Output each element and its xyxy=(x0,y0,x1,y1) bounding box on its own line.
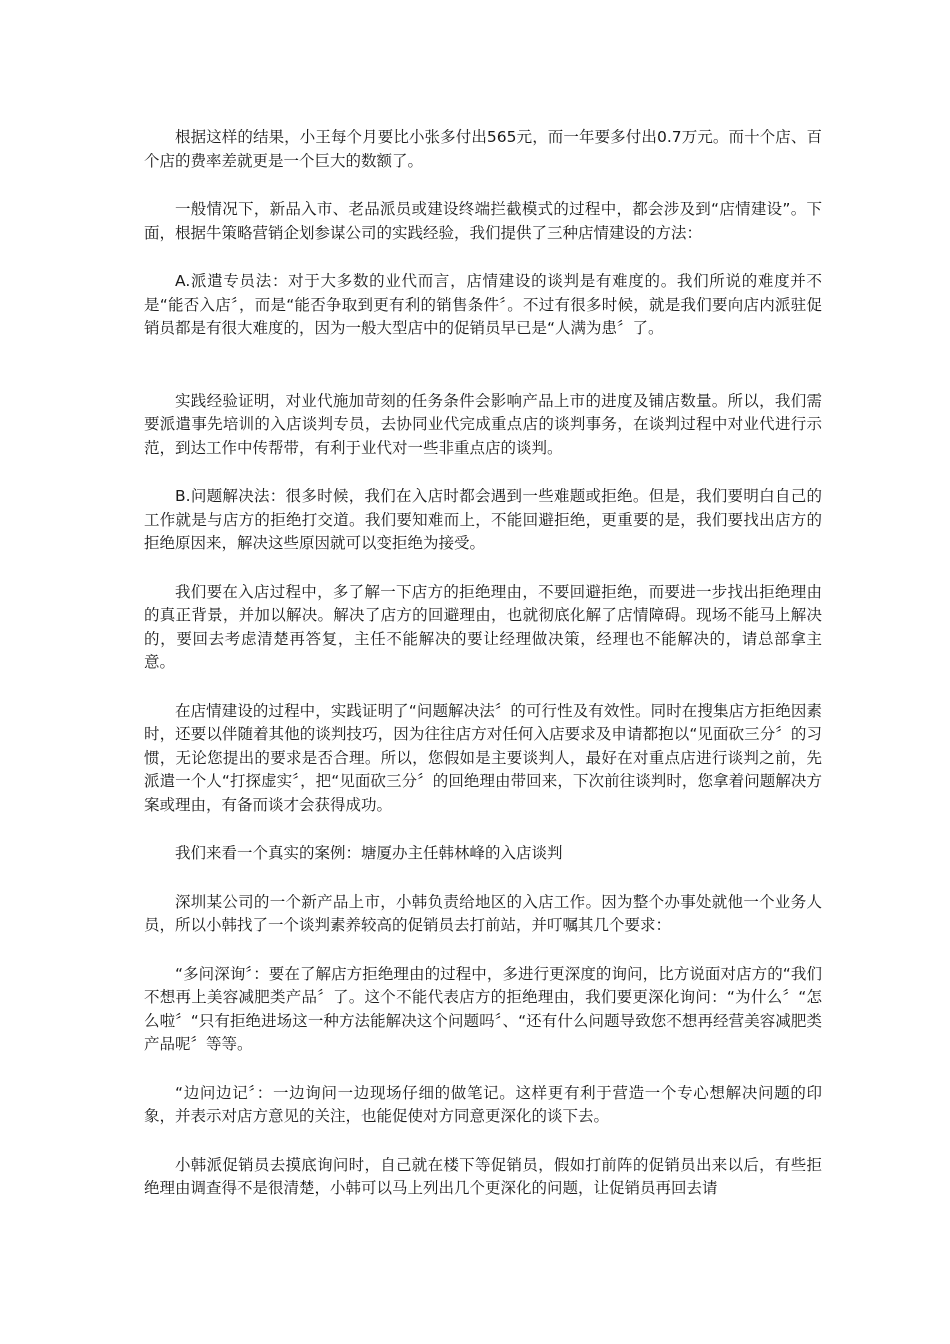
paragraph-practice-evidence: 实践经验证明，对业代施加苛刻的任务条件会影响产品上市的进度及铺店数量。所以，我们需要派遣事先培训的入店谈判专员，去协同业代完成重点店的谈判事务，在谈判过程中对业代进行示范，到达工作中传帮带，有利于业代对一些非重点店的谈判。 xyxy=(144,391,822,457)
document-body xyxy=(144,126,822,1201)
paragraph-cost-result: 根据这样的结果，小王每个月要比小张多付出565元，而一年要多付出0.7万元。而十个店、百个店的费率差就更是一个巨大的数额了。 xyxy=(144,128,822,170)
paragraph-case-title: 我们来看一个真实的案例：塘厦办主任韩林峰的入店谈判 xyxy=(175,844,563,862)
paragraph-case-background: 深圳某公司的一个新产品上市，小韩负责给地区的入店工作。因为整个办事处就他一个业务人员，所以小韩找了一个谈判素养较高的促销员去打前站，并叮嘱其几个要求： xyxy=(144,892,822,934)
paragraph-method-b: B.问题解决法：很多时候，我们在入店时都会遇到一些难题或拒绝。但是，我们要明白自己的工作就是与店方的拒绝打交道。我们要知难而上，不能回避拒绝，更重要的是，我们要找出店方的拒绝原因来，解决这些原因就可以变拒绝为接受。 xyxy=(144,487,822,552)
paragraph-rejection-reasons: 我们要在入店过程中，多了解一下店方的拒绝理由，不要回避拒绝，而要进一步找出拒绝理由的真正背景，并加以解决。解决了店方的回避理由，也就彻底化解了店情障碍。现场不能马上解决的，要回去考虑清楚再答复，主任不能解决的要让经理做决策，经理也不能解决的，请总部拿主意。 xyxy=(144,582,822,671)
paragraph-store-building-intro: 一般情况下，新品入市、老品派员或建设终端拦截模式的过程中，都会涉及到“店情建设”。下面，根据牛策略营销企划参谋公司的实践经验，我们提供了三种店情建设的方法： xyxy=(144,200,822,242)
paragraph-problem-solving-validity: 在店情建设的过程中，实践证明了“问题解决法〞的可行性及有效性。同时在搜集店方拒绝因素时，还要以伴随着其他的谈判技巧，因为往往店方对任何入店要求及申请都抱以“见面砍三分〞的习惯，无论您提出的要求是否合理。所以，您假如是主要谈判人，最好在对重点店进行谈判之前，先派遣一个人“打探虚实〞，把“见面砍三分〞的回绝理由带回来，下次前往谈判时，您拿着问题解决方案或理由，有备而谈才会获得成功。 xyxy=(144,701,822,814)
paragraph-follow-up: 小韩派促销员去摸底询问时，自己就在楼下等促销员，假如打前阵的促销员出来以后，有些拒绝理由调查得不是很清楚，小韩可以马上列出几个更深化的问题，让促销员再回去请 xyxy=(144,1155,822,1197)
paragraph-ask-and-record: “边问边记〞：一边询问一边现场仔细的做笔记。这样更有利于营造一个专心想解决问题的印象，并表示对店方意见的关注，也能促使对方同意更深化的谈下去。 xyxy=(144,1083,822,1125)
paragraph-ask-deeply: “多问深询〞：要在了解店方拒绝理由的过程中，多进行更深度的询问，比方说面对店方的“我们不想再上美容减肥类产品〞了。这个不能代表店方的拒绝理由，我们要更深化询问：“为什么〞“怎么啦〞“只有拒绝进场这一种方法能解决这个问题吗〞、“还有什么问题导致您不想再经营美容减肥类产品呢〞等等。 xyxy=(144,964,822,1053)
paragraph-method-a: A.派遣专员法：对于大多数的业代而言，店情建设的谈判是有难度的。我们所说的难度并不是“能否入店〞，而是“能否争取到更有利的销售条件〞。不过有很多时候，就是我们要向店内派驻促销员都是有很大难度的，因为一般大型店中的促销员早已是“人满为患〞了。 xyxy=(144,272,822,337)
